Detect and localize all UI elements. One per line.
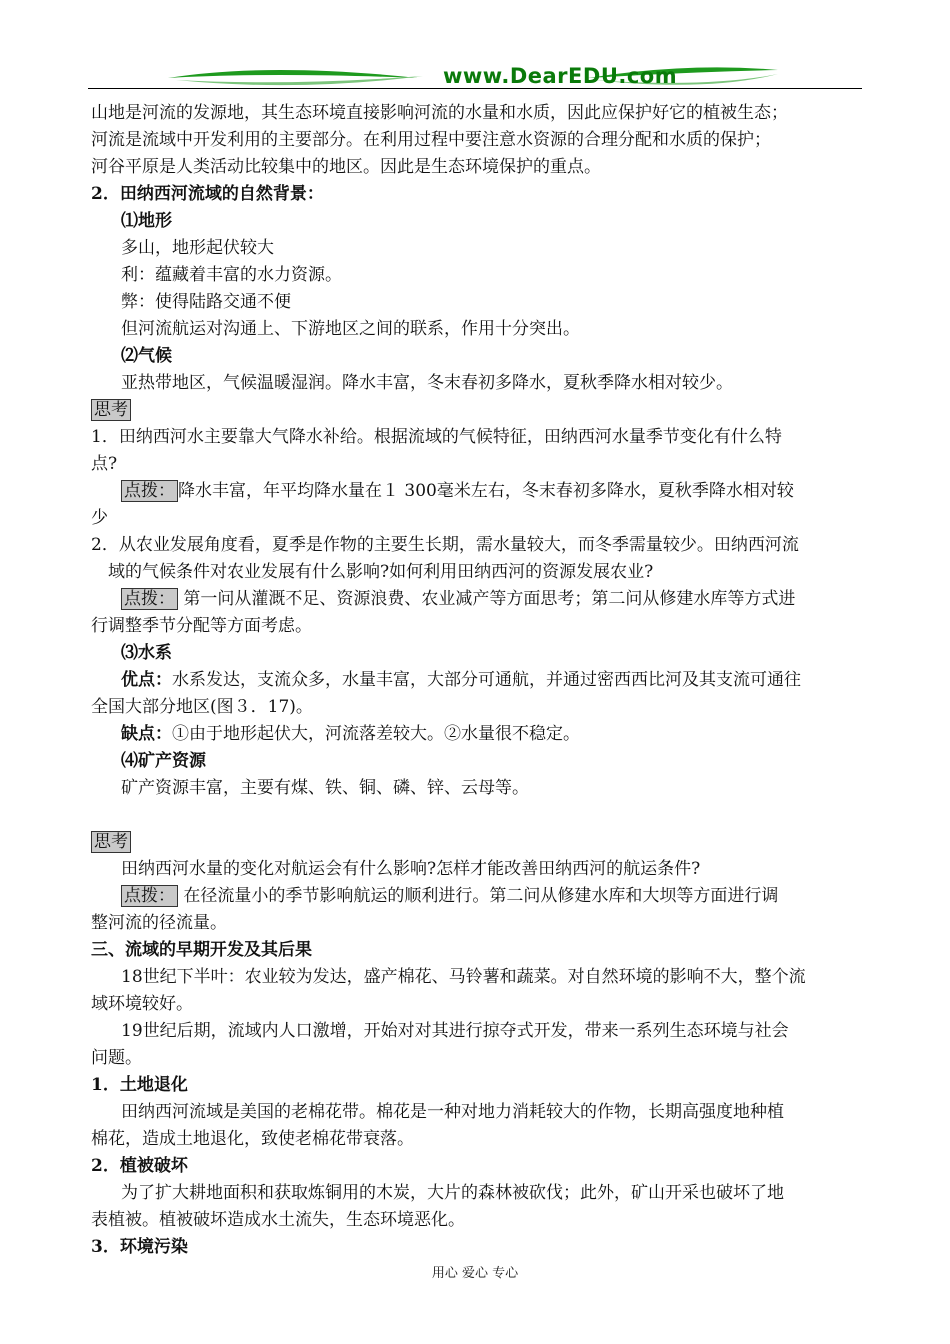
body-line: 19世纪后期，流域内人口激增，开始对对其进行掠夺式开发，带来一系列生态环境与社会 xyxy=(121,1021,789,1041)
hint-text: 少 xyxy=(91,508,108,528)
body-line: 亚热带地区，气候温暖湿润。降水丰富，冬末春初多降水，夏秋季降水相对较少。 xyxy=(121,373,733,393)
body-line: 为了扩大耕地面积和获取炼铜用的木炭，大片的森林被砍伐；此外，矿山开采也破坏了地 xyxy=(121,1183,784,1203)
body-text: 水系发达，支流众多，水量丰富，大部分可通航，并通过密西西比河及其支流可通往 xyxy=(172,670,801,690)
body-line: 田纳西河流域是美国的老棉花带。棉花是一种对地力消耗较大的作物，长期高强度地种植 xyxy=(121,1102,784,1122)
subsection-heading: ⑶水系 xyxy=(121,643,172,663)
hint-text: 降水丰富，年平均降水量在１ 300毫米左右，冬末春初多降水，夏秋季降水相对较 xyxy=(178,481,794,501)
body-line: 域环境较好。 xyxy=(91,994,193,1014)
section-heading: 2．植被破坏 xyxy=(91,1156,188,1176)
body-line: 山地是河流的发源地，其生态环境直接影响河流的水量和水质，因此应保护好它的植被生态； xyxy=(91,103,788,123)
question-line: 点? xyxy=(91,454,118,474)
hint-text: 整河流的径流量。 xyxy=(91,913,227,933)
body-line: 表植被。植被破坏造成水土流失，生态环境恶化。 xyxy=(91,1210,465,1230)
body-text: ①由于地形起伏大，河流落差较大。②水量很不稳定。 xyxy=(172,724,580,744)
site-logo[interactable]: www.DearEDU.com xyxy=(443,64,678,88)
section-heading: 3．环境污染 xyxy=(91,1237,188,1257)
hint-box-label: 点拨： xyxy=(121,480,178,502)
body-line: 棉花，造成土地退化，致使老棉花带衰落。 xyxy=(91,1129,414,1149)
page-footer: 用心 爱心 专心 xyxy=(431,1266,519,1281)
body-line: 问题。 xyxy=(91,1048,142,1068)
question-line: 域的气候条件对农业发展有什么影响?如何利用田纳西河的资源发展农业? xyxy=(108,562,654,582)
hint-text: 第一问从灌溉不足、资源浪费、农业减产等方面思考；第二问从修建水库等方式进 xyxy=(183,589,796,609)
body-line: 矿产资源丰富，主要有煤、铁、铜、磷、锌、云母等。 xyxy=(121,778,529,798)
hint-text: 在径流量小的季节影响航运的顺利进行。第二问从修建水库和大坝等方面进行调 xyxy=(183,886,779,906)
question-line: 2．从农业发展角度看，夏季是作物的主要生长期，需水量较大，而冬季需量较少。田纳西河流 xyxy=(91,535,799,555)
advantage-label: 优点： xyxy=(121,670,172,690)
subsection-heading: ⑷矿产资源 xyxy=(121,751,206,771)
section-heading: 三、流域的早期开发及其后果 xyxy=(91,940,312,960)
think-box-label: 思考 xyxy=(91,831,131,853)
body-line: 全国大部分地区(图３．17)。 xyxy=(91,697,313,717)
document-body xyxy=(91,100,863,1261)
subsection-heading: ⑵气候 xyxy=(121,346,172,366)
subsection-heading: ⑴地形 xyxy=(121,211,172,231)
section-heading: 1．土地退化 xyxy=(91,1075,188,1095)
body-line: 利：蕴藏着丰富的水力资源。 xyxy=(121,265,342,285)
disadvantage-label: 缺点： xyxy=(121,724,172,744)
body-line: 18世纪下半叶：农业较为发达，盛产棉花、马铃薯和蔬菜。对自然环境的影响不大，整个流 xyxy=(121,967,806,987)
header-rule xyxy=(88,88,862,89)
body-line: 多山，地形起伏较大 xyxy=(121,238,274,258)
body-line: 河流是流域中开发利用的主要部分。在利用过程中要注意水资源的合理分配和水质的保护； xyxy=(91,130,771,150)
hint-text: 行调整季节分配等方面考虑。 xyxy=(91,616,312,636)
think-box-label: 思考 xyxy=(91,399,131,421)
body-line: 弊：使得陆路交通不便 xyxy=(121,292,291,312)
body-line: 河谷平原是人类活动比较集中的地区。因此是生态环境保护的重点。 xyxy=(91,157,601,177)
body-line: 但河流航运对沟通上、下游地区之间的联系，作用十分突出。 xyxy=(121,319,580,339)
hint-box-label: 点拨： xyxy=(121,885,178,907)
hint-box-label: 点拨： xyxy=(121,588,178,610)
section-heading: 2．田纳西河流域的自然背景： xyxy=(91,184,324,204)
question-line: 1．田纳西河水主要靠大气降水补给。根据流域的气候特征，田纳西河水量季节变化有什么特 xyxy=(91,427,782,447)
question-line: 田纳西河水量的变化对航运会有什么影响?怎样才能改善田纳西河的航运条件? xyxy=(121,859,701,879)
